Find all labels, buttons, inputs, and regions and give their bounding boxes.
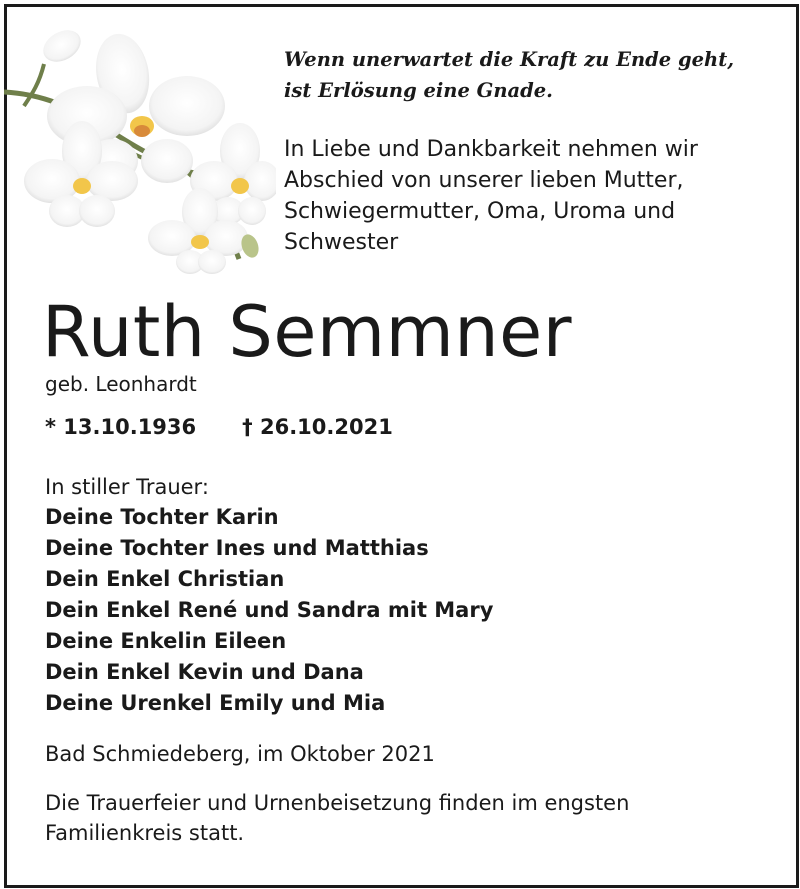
intro-line: In Liebe und Dankbarkeit nehmen wir xyxy=(284,137,698,162)
deceased-name: Ruth Semmner xyxy=(42,291,573,373)
white-orchid-icon xyxy=(4,14,276,284)
quote xyxy=(284,44,774,106)
mourning-heading: In stiller Trauer: xyxy=(45,475,209,499)
notice-line: Die Trauerfeier und Urnenbeisetzung finden im engsten xyxy=(45,791,630,815)
mourner: Dein Enkel René und Sandra mit Mary xyxy=(45,598,494,622)
death-date: † 26.10.2021 xyxy=(242,415,393,439)
mourners-list xyxy=(45,502,493,719)
mourner: Deine Tochter Ines und Matthias xyxy=(45,536,429,560)
mourner: Deine Tochter Karin xyxy=(45,505,279,529)
notice-line: Familienkreis statt. xyxy=(45,821,245,845)
intro-text xyxy=(284,134,764,258)
mourner: Deine Urenkel Emily und Mia xyxy=(45,691,386,715)
intro-line: Schwiegermutter, Oma, Uroma und xyxy=(284,199,676,224)
mourner: Dein Enkel Christian xyxy=(45,567,285,591)
intro-line: Abschied von unserer lieben Mutter, xyxy=(284,168,684,193)
mourner: Deine Enkelin Eileen xyxy=(45,629,287,653)
funeral-notice xyxy=(45,788,629,848)
life-dates xyxy=(45,412,393,442)
quote-line: Wenn unerwartet die Kraft zu Ende geht, xyxy=(284,48,735,71)
place-date: Bad Schmiedeberg, im Oktober 2021 xyxy=(45,742,435,766)
birth-name: geb. Leonhardt xyxy=(45,372,197,396)
intro-line: Schwester xyxy=(284,230,399,255)
quote-line: ist Erlösung eine Gnade. xyxy=(284,79,553,102)
birth-date: * 13.10.1936 xyxy=(45,415,197,439)
mourner: Dein Enkel Kevin und Dana xyxy=(45,660,364,684)
